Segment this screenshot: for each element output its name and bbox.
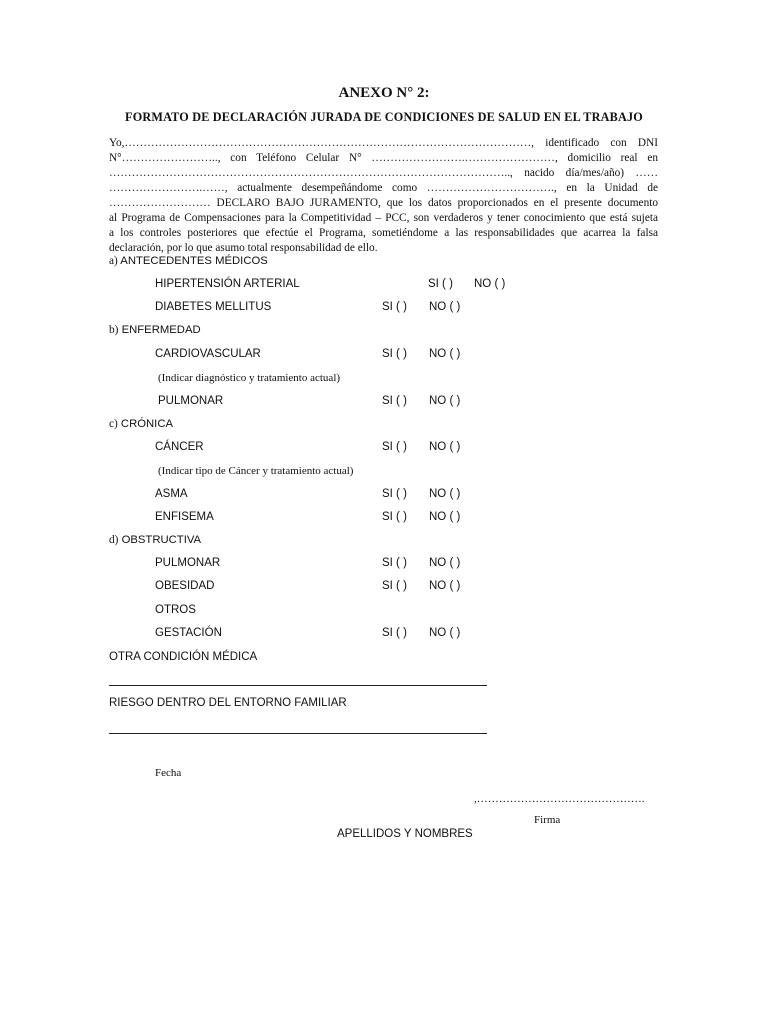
si-checkbox-asma[interactable]: SI ( ) xyxy=(382,488,407,500)
section-label: ANTECEDENTES MÉDICOS xyxy=(120,255,268,267)
section-prefix: c) xyxy=(109,418,118,430)
item-obesidad: OBESIDAD xyxy=(155,580,215,592)
item-gestacion: GESTACIÓN xyxy=(155,627,222,639)
no-checkbox-obesidad[interactable]: NO ( ) xyxy=(429,580,461,592)
item-diabetes: DIABETES MELLITUS xyxy=(155,301,272,313)
no-checkbox-cancer[interactable]: NO ( ) xyxy=(429,441,461,453)
si-checkbox-pulmonar-b[interactable]: SI ( ) xyxy=(382,395,407,407)
no-checkbox-diabetes[interactable]: NO ( ) xyxy=(429,301,461,313)
no-checkbox-asma[interactable]: NO ( ) xyxy=(429,488,461,500)
paragraph-line: al Programa de Compensaciones para la Competitividad – PCC, son verdaderos y tener conocimiento que está sujeta xyxy=(109,212,658,224)
section-prefix: d) xyxy=(109,534,119,546)
section-d-heading xyxy=(109,534,201,546)
item-pulmonar-b: PULMONAR xyxy=(158,395,224,407)
section-label: ENFERMEDAD xyxy=(121,324,201,336)
si-checkbox-cancer[interactable]: SI ( ) xyxy=(382,441,407,453)
section-prefix: a) xyxy=(109,255,118,267)
document-title: ANEXO N° 2: xyxy=(338,85,430,101)
section-label: CRÓNICA xyxy=(120,418,174,430)
riesgo-line[interactable] xyxy=(109,733,487,734)
item-cardiovascular: CARDIOVASCULAR xyxy=(155,348,261,360)
riesgo-label: RIESGO DENTRO DEL ENTORNO FAMILIAR xyxy=(109,697,347,709)
section-prefix: b) xyxy=(109,324,119,336)
section-a-heading xyxy=(109,255,268,267)
paragraph-line: N°…………………….., con Teléfono Celular N° …………………….……………………, domicilio real en xyxy=(109,152,658,164)
paragraph-line: …………………………………………………………………………………………….., nacido día/mes/año) …… xyxy=(109,167,658,179)
item-pulmonar-d: PULMONAR xyxy=(155,557,221,569)
declaration-paragraph xyxy=(109,136,658,256)
item-hipertension: HIPERTENSIÓN ARTERIAL xyxy=(155,278,300,290)
section-label: OBSTRUCTIVA xyxy=(121,534,202,546)
paragraph-line: declaración, por lo que asumo total responsabilidad de ello. xyxy=(109,242,378,254)
si-checkbox-enfisema[interactable]: SI ( ) xyxy=(382,511,407,523)
item-asma: ASMA xyxy=(155,488,188,500)
paragraph-line: ……………………… DECLARO BAJO JURAMENTO, que los datos proporcionados en el presente documento xyxy=(109,197,658,209)
otra-condicion-label: OTRA CONDICIÓN MÉDICA xyxy=(109,651,258,663)
no-checkbox-pulmonar-b[interactable]: NO ( ) xyxy=(429,395,461,407)
item-otros: OTROS xyxy=(155,604,196,616)
item-enfisema: ENFISEMA xyxy=(155,511,214,523)
apellidos-label: APELLIDOS Y NOMBRES xyxy=(337,828,473,840)
note-cancer: (Indicar tipo de Cáncer y tratamiento actual) xyxy=(158,465,354,477)
no-checkbox-cardiovascular[interactable]: NO ( ) xyxy=(429,348,461,360)
si-checkbox-obesidad[interactable]: SI ( ) xyxy=(382,580,407,592)
section-c-heading xyxy=(109,418,173,430)
note-diagnostico: (Indicar diagnóstico y tratamiento actual) xyxy=(158,372,341,384)
no-checkbox-pulmonar-d[interactable]: NO ( ) xyxy=(429,557,461,569)
paragraph-line: a los controles posteriores que efectúe el Programa, sometiéndome a las responsabilidades que acarrea la falsa xyxy=(109,227,658,239)
no-checkbox-gestacion[interactable]: NO ( ) xyxy=(429,627,461,639)
paragraph-line: …………………….……, actualmente desempeñándome como ……………………………., en la Unidad de xyxy=(109,182,658,194)
si-checkbox-diabetes[interactable]: SI ( ) xyxy=(382,301,407,313)
si-checkbox-gestacion[interactable]: SI ( ) xyxy=(382,627,407,639)
item-cancer: CÁNCER xyxy=(155,441,204,453)
firma-label: Firma xyxy=(534,814,561,826)
document-subtitle: FORMATO DE DECLARACIÓN JURADA DE CONDICIONES DE SALUD EN EL TRABAJO xyxy=(125,110,643,124)
si-checkbox-cardiovascular[interactable]: SI ( ) xyxy=(382,348,407,360)
fecha-label: Fecha xyxy=(155,767,182,779)
firma-line[interactable]: ,………………………………………. xyxy=(474,793,645,805)
paragraph-line: Yo,………………………………………………………………………………………………, identificado con DNI xyxy=(109,137,658,149)
si-checkbox-hipertension[interactable]: SI ( ) xyxy=(428,278,453,290)
otra-condicion-line[interactable] xyxy=(109,685,487,686)
section-b-heading xyxy=(109,324,201,336)
no-checkbox-hipertension[interactable]: NO ( ) xyxy=(474,278,506,290)
no-checkbox-enfisema[interactable]: NO ( ) xyxy=(429,511,461,523)
si-checkbox-pulmonar-d[interactable]: SI ( ) xyxy=(382,557,407,569)
